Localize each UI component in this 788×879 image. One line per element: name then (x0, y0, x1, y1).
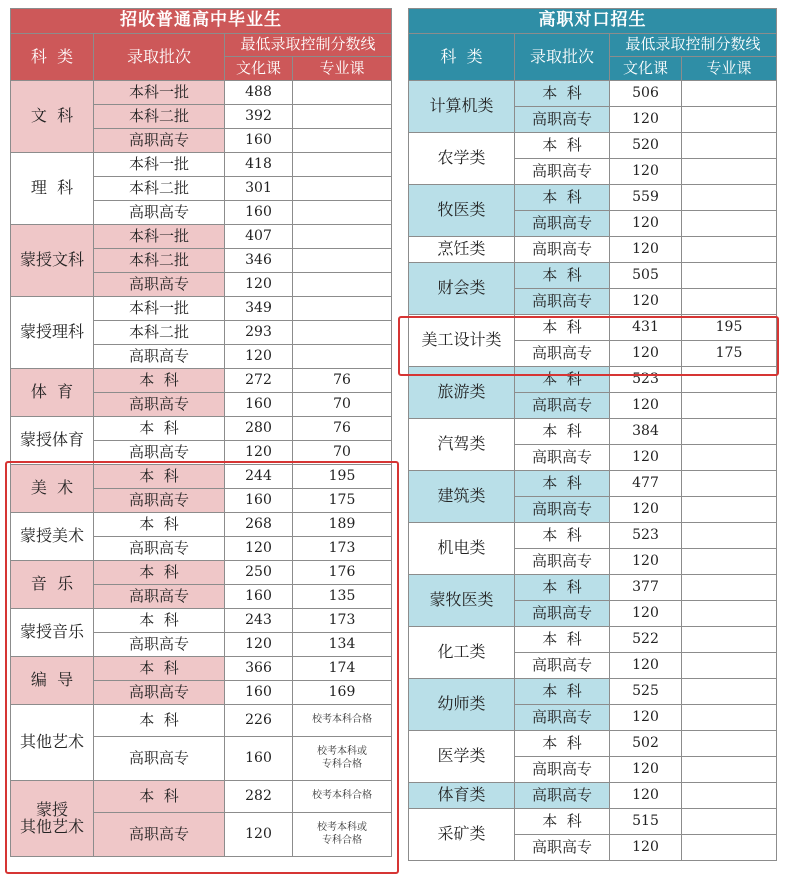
header-batch: 录取批次 (94, 34, 225, 81)
culture-score-cell: 120 (225, 537, 293, 561)
category-label: 采矿类 (437, 824, 486, 844)
culture-score-cell: 244 (225, 465, 293, 489)
culture-score-cell: 523 (610, 523, 682, 549)
culture-score-cell: 488 (225, 81, 293, 105)
category-cell (409, 367, 515, 419)
culture-score-cell: 280 (225, 417, 293, 441)
culture-score-cell: 523 (610, 367, 682, 393)
major-score-cell (293, 81, 392, 105)
table-row (409, 471, 777, 497)
culture-score-cell: 120 (225, 273, 293, 297)
batch-cell: 高职高专 (515, 601, 610, 627)
culture-score-cell: 120 (610, 757, 682, 783)
category-label: 化工类 (437, 642, 486, 662)
major-score-cell (682, 575, 777, 601)
culture-score-cell: 407 (225, 225, 293, 249)
batch-cell: 高职高专 (94, 489, 225, 513)
major-score-cell (682, 601, 777, 627)
major-score-cell (293, 321, 392, 345)
batch-cell: 高职高专 (515, 341, 610, 367)
batch-cell: 高职高专 (94, 441, 225, 465)
major-score-cell (682, 549, 777, 575)
culture-score-cell: 120 (610, 159, 682, 185)
table-row (409, 81, 777, 107)
batch-cell: 高职高专 (94, 681, 225, 705)
batch-cell: 本 科 (515, 185, 610, 211)
category-label: 编 导 (30, 670, 74, 690)
header-culture: 文化课 (610, 57, 682, 81)
major-score-cell (682, 757, 777, 783)
category-label: 其他艺术 (19, 816, 84, 836)
culture-score-cell: 502 (610, 731, 682, 757)
batch-cell: 本 科 (94, 417, 225, 441)
table-row (409, 731, 777, 757)
culture-score-cell: 120 (610, 835, 682, 861)
major-score-cell: 76 (293, 417, 392, 441)
major-score-cell (682, 783, 777, 809)
category-label: 蒙授美术 (19, 526, 84, 546)
category-cell (11, 417, 94, 465)
category-cell (11, 609, 94, 657)
batch-cell: 高职高专 (94, 537, 225, 561)
culture-score-cell: 418 (225, 153, 293, 177)
batch-cell: 本 科 (515, 627, 610, 653)
major-note-line: 专科合格 (322, 758, 362, 770)
major-score-cell: 195 (293, 465, 392, 489)
culture-score-cell: 120 (610, 601, 682, 627)
batch-cell: 高职高专 (94, 393, 225, 417)
category-cell (409, 419, 515, 471)
batch-cell: 本科二批 (94, 249, 225, 273)
major-score-cell: 70 (293, 393, 392, 417)
major-score-cell: 173 (293, 609, 392, 633)
major-score-cell (682, 627, 777, 653)
culture-score-cell: 243 (225, 609, 293, 633)
category-label: 美 术 (30, 478, 74, 498)
culture-score-cell: 226 (225, 705, 293, 737)
major-score-cell (682, 653, 777, 679)
batch-cell: 本科一批 (94, 225, 225, 249)
culture-score-cell: 120 (610, 393, 682, 419)
category-label: 牧医类 (437, 200, 486, 220)
major-score-cell (682, 159, 777, 185)
culture-score-cell: 377 (610, 575, 682, 601)
batch-cell: 本 科 (94, 513, 225, 537)
category-cell (11, 225, 94, 297)
category-label: 蒙授理科 (19, 322, 84, 342)
major-score-cell (682, 471, 777, 497)
batch-cell: 本科一批 (94, 297, 225, 321)
major-note-line: 校考本科合格 (312, 714, 372, 726)
category-label: 理 科 (30, 178, 74, 198)
major-score-cell (682, 237, 777, 263)
category-cell (409, 471, 515, 523)
category-cell (11, 297, 94, 369)
batch-cell: 本 科 (94, 609, 225, 633)
category-label: 蒙授文科 (19, 250, 84, 270)
culture-score-cell: 505 (610, 263, 682, 289)
category-label: 美工设计类 (421, 330, 502, 350)
major-score-cell (293, 297, 392, 321)
culture-score-cell: 160 (225, 585, 293, 609)
major-score-cell (682, 133, 777, 159)
batch-cell: 高职高专 (94, 633, 225, 657)
category-label: 财会类 (437, 278, 486, 298)
major-note-line: 校考本科合格 (312, 790, 372, 802)
culture-score-cell: 384 (610, 419, 682, 445)
batch-cell: 高职高专 (515, 393, 610, 419)
batch-cell: 本 科 (94, 561, 225, 585)
table-row (409, 809, 777, 835)
table-row (409, 523, 777, 549)
culture-score-cell: 522 (610, 627, 682, 653)
batch-cell: 高职高专 (515, 835, 610, 861)
culture-score-cell: 120 (225, 633, 293, 657)
culture-score-cell: 559 (610, 185, 682, 211)
category-cell (409, 81, 515, 133)
culture-score-cell: 250 (225, 561, 293, 585)
batch-cell: 本 科 (94, 705, 225, 737)
category-label: 体育类 (437, 785, 486, 805)
header-batch: 录取批次 (515, 34, 610, 81)
batch-cell: 本 科 (515, 471, 610, 497)
culture-score-cell: 160 (225, 129, 293, 153)
batch-cell: 高职高专 (515, 289, 610, 315)
major-score-cell (682, 835, 777, 861)
culture-score-cell: 272 (225, 369, 293, 393)
major-score-cell: 175 (682, 341, 777, 367)
table-row (11, 465, 392, 489)
table-row (11, 781, 392, 813)
table-row (11, 609, 392, 633)
culture-score-cell: 120 (610, 341, 682, 367)
major-score-cell (682, 679, 777, 705)
table-row (409, 367, 777, 393)
culture-score-cell: 431 (610, 315, 682, 341)
category-cell (11, 513, 94, 561)
table-row (409, 679, 777, 705)
culture-score-cell: 120 (225, 441, 293, 465)
culture-score-cell: 366 (225, 657, 293, 681)
major-score-cell (682, 705, 777, 731)
table-row (11, 369, 392, 393)
batch-cell: 本科二批 (94, 177, 225, 201)
batch-cell: 本 科 (94, 369, 225, 393)
table-row (11, 705, 392, 737)
batch-cell: 本 科 (94, 657, 225, 681)
major-score-cell: 175 (293, 489, 392, 513)
major-score-cell (293, 273, 392, 297)
major-score-cell: 195 (682, 315, 777, 341)
major-note-line: 专科合格 (322, 834, 362, 846)
batch-cell: 高职高专 (515, 159, 610, 185)
batch-cell: 高职高专 (515, 445, 610, 471)
major-score-cell (293, 705, 392, 737)
batch-cell: 本科二批 (94, 105, 225, 129)
major-score-cell: 174 (293, 657, 392, 681)
table-row (409, 419, 777, 445)
category-cell (11, 81, 94, 153)
major-score-cell (682, 289, 777, 315)
batch-cell: 本 科 (515, 809, 610, 835)
culture-score-cell: 120 (610, 549, 682, 575)
batch-cell: 高职高专 (94, 273, 225, 297)
major-score-cell: 135 (293, 585, 392, 609)
major-score-cell (682, 445, 777, 471)
culture-score-cell: 349 (225, 297, 293, 321)
category-label: 幼师类 (437, 694, 486, 714)
category-cell (11, 561, 94, 609)
category-cell (409, 185, 515, 237)
category-cell (11, 657, 94, 705)
category-label: 体 育 (30, 382, 74, 402)
category-label: 蒙授音乐 (19, 622, 84, 642)
culture-score-cell: 120 (610, 289, 682, 315)
category-label: 其他艺术 (19, 732, 84, 752)
major-score-cell (682, 81, 777, 107)
culture-score-cell: 160 (225, 393, 293, 417)
vocational-admission-title: 高职对口招生 (409, 9, 777, 34)
category-label: 汽驾类 (437, 434, 486, 454)
culture-score-cell: 120 (610, 497, 682, 523)
culture-score-cell: 282 (225, 781, 293, 813)
table-row (409, 783, 777, 809)
table-row (11, 153, 392, 177)
category-cell (11, 781, 94, 857)
major-score-cell (682, 731, 777, 757)
culture-score-cell: 160 (225, 489, 293, 513)
major-score-cell (293, 737, 392, 781)
header-control-score: 最低录取控制分数线 (225, 34, 392, 57)
batch-cell: 本 科 (515, 263, 610, 289)
culture-score-cell: 477 (610, 471, 682, 497)
batch-cell: 高职高专 (515, 549, 610, 575)
major-note-line: 校考本科或 (317, 746, 367, 757)
table-row (11, 225, 392, 249)
batch-cell: 本 科 (515, 575, 610, 601)
header-major: 专业课 (682, 57, 777, 81)
culture-score-cell: 293 (225, 321, 293, 345)
culture-score-cell: 160 (225, 201, 293, 225)
major-score-cell (293, 153, 392, 177)
culture-score-cell: 120 (610, 107, 682, 133)
major-score-cell (682, 211, 777, 237)
general-admission-table (10, 8, 392, 857)
major-score-cell (682, 393, 777, 419)
major-score-cell (682, 419, 777, 445)
batch-cell: 高职高专 (94, 585, 225, 609)
batch-cell: 本 科 (94, 465, 225, 489)
category-cell (409, 263, 515, 315)
category-label: 蒙牧医类 (429, 590, 494, 610)
category-cell (11, 369, 94, 417)
batch-cell: 本科二批 (94, 321, 225, 345)
category-cell (409, 809, 515, 861)
major-score-cell (293, 249, 392, 273)
category-cell (11, 705, 94, 781)
batch-cell: 本 科 (515, 731, 610, 757)
category-label: 机电类 (437, 538, 486, 558)
major-score-cell: 173 (293, 537, 392, 561)
major-score-cell: 76 (293, 369, 392, 393)
major-score-cell: 176 (293, 561, 392, 585)
category-cell (409, 627, 515, 679)
category-cell (11, 465, 94, 513)
category-label: 音 乐 (30, 574, 74, 594)
major-score-cell (682, 263, 777, 289)
category-label: 文 科 (30, 106, 74, 126)
batch-cell: 高职高专 (94, 201, 225, 225)
table-row (409, 627, 777, 653)
culture-score-cell: 301 (225, 177, 293, 201)
major-score-cell (293, 105, 392, 129)
batch-cell: 高职高专 (94, 813, 225, 857)
major-score-cell (293, 177, 392, 201)
culture-score-cell: 120 (610, 211, 682, 237)
batch-cell: 高职高专 (515, 211, 610, 237)
culture-score-cell: 392 (225, 105, 293, 129)
major-score-cell (293, 201, 392, 225)
category-cell (409, 523, 515, 575)
batch-cell: 本 科 (515, 679, 610, 705)
batch-cell: 本 科 (515, 419, 610, 445)
batch-cell: 本 科 (515, 81, 610, 107)
category-label: 烹饪类 (437, 239, 486, 259)
category-cell (409, 731, 515, 783)
culture-score-cell: 520 (610, 133, 682, 159)
table-row (409, 575, 777, 601)
batch-cell: 高职高专 (94, 129, 225, 153)
culture-score-cell: 120 (610, 783, 682, 809)
batch-cell: 高职高专 (515, 783, 610, 809)
general-admission-title: 招收普通高中毕业生 (11, 9, 392, 34)
major-score-cell: 189 (293, 513, 392, 537)
table-row (409, 263, 777, 289)
batch-cell: 本科一批 (94, 81, 225, 105)
batch-cell: 高职高专 (515, 497, 610, 523)
table-row (11, 81, 392, 105)
culture-score-cell: 120 (610, 705, 682, 731)
culture-score-cell: 346 (225, 249, 293, 273)
table-row (409, 133, 777, 159)
table-row (409, 237, 777, 263)
table-row (11, 657, 392, 681)
batch-cell: 高职高专 (515, 705, 610, 731)
header-culture: 文化课 (225, 57, 293, 81)
major-note-line: 校考本科或 (317, 822, 367, 833)
category-cell (409, 679, 515, 731)
batch-cell: 高职高专 (515, 653, 610, 679)
major-score-cell (293, 345, 392, 369)
major-score-cell (293, 225, 392, 249)
culture-score-cell: 120 (225, 813, 293, 857)
category-label: 计算机类 (429, 96, 494, 116)
major-score-cell (682, 523, 777, 549)
header-category: 科 类 (409, 34, 515, 81)
vocational-admission-table (408, 8, 777, 861)
batch-cell: 本 科 (94, 781, 225, 813)
category-label: 建筑类 (437, 486, 486, 506)
category-label: 医学类 (437, 746, 486, 766)
culture-score-cell: 120 (610, 445, 682, 471)
culture-score-cell: 160 (225, 681, 293, 705)
culture-score-cell: 506 (610, 81, 682, 107)
batch-cell: 高职高专 (94, 737, 225, 781)
category-label: 旅游类 (437, 382, 486, 402)
category-cell (409, 315, 515, 367)
major-score-cell (682, 185, 777, 211)
header-category: 科 类 (11, 34, 94, 81)
major-score-cell: 134 (293, 633, 392, 657)
batch-cell: 高职高专 (515, 107, 610, 133)
general-admission-body (11, 81, 392, 857)
category-label: 农学类 (437, 148, 486, 168)
table-row (11, 513, 392, 537)
table-row (11, 561, 392, 585)
table-row (409, 315, 777, 341)
culture-score-cell: 525 (610, 679, 682, 705)
batch-cell: 本 科 (515, 523, 610, 549)
category-cell (409, 575, 515, 627)
culture-score-cell: 120 (225, 345, 293, 369)
category-label: 蒙授体育 (19, 430, 84, 450)
batch-cell: 本 科 (515, 133, 610, 159)
culture-score-cell: 120 (610, 653, 682, 679)
batch-cell: 本 科 (515, 315, 610, 341)
major-score-cell: 70 (293, 441, 392, 465)
vocational-admission-body (409, 81, 777, 861)
table-row (11, 297, 392, 321)
culture-score-cell: 268 (225, 513, 293, 537)
header-control-score: 最低录取控制分数线 (610, 34, 777, 57)
table-row (11, 417, 392, 441)
major-score-cell (682, 107, 777, 133)
header-major: 专业课 (293, 57, 392, 81)
category-cell (409, 237, 515, 263)
major-score-cell (682, 497, 777, 523)
major-score-cell (293, 781, 392, 813)
culture-score-cell: 160 (225, 737, 293, 781)
table-row (409, 185, 777, 211)
culture-score-cell: 120 (610, 237, 682, 263)
batch-cell: 高职高专 (515, 237, 610, 263)
major-score-cell (293, 129, 392, 153)
batch-cell: 高职高专 (94, 345, 225, 369)
batch-cell: 本 科 (515, 367, 610, 393)
category-cell (409, 783, 515, 809)
major-score-cell (682, 809, 777, 835)
category-cell (11, 153, 94, 225)
major-score-cell (293, 813, 392, 857)
major-score-cell (682, 367, 777, 393)
batch-cell: 高职高专 (515, 757, 610, 783)
batch-cell: 本科一批 (94, 153, 225, 177)
category-cell (409, 133, 515, 185)
culture-score-cell: 515 (610, 809, 682, 835)
major-score-cell: 169 (293, 681, 392, 705)
category-label: 蒙授 (35, 799, 68, 819)
